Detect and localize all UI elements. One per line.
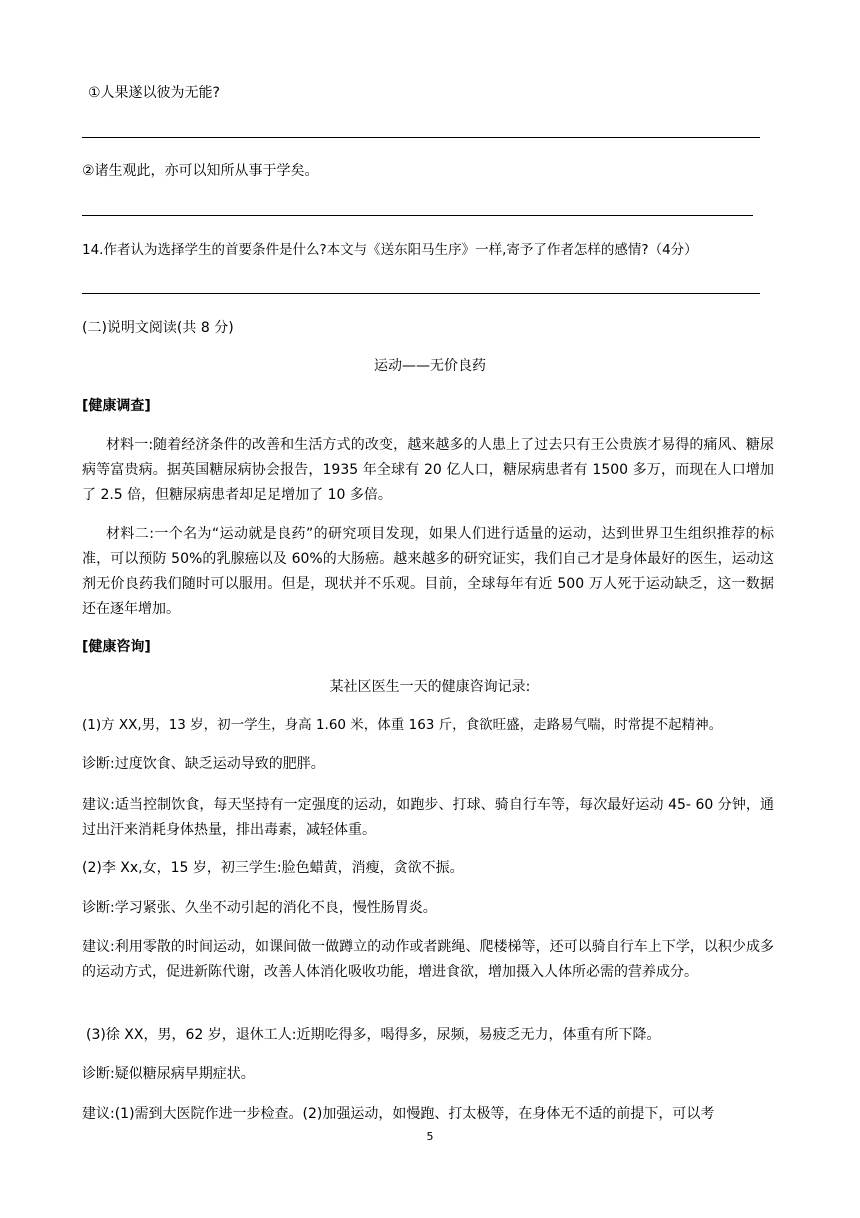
consult-heading: [健康咨询] [82, 639, 151, 655]
diagnosis-3: 诊断:疑似糖尿病早期症状。 [82, 1066, 255, 1082]
diagnosis-1: 诊断:过度饮食、缺乏运动导致的肥胖。 [82, 756, 325, 772]
material-2: 材料二:一个名为“运动就是良药”的研究项目发现，如果人们进行适量的运动，达到世界卫生组织推荐的标准，可以预防 50%的乳腺癌以及 60%的大肠癌。越来越多的研究证实，我们自己才是身体最好的医生，运动这剂无价良药我们随时可以服用。但是，现状并不乐观。目前，全球每年有近 500 万人死于运动缺乏，这一数据还在逐年增加。 [82, 526, 774, 617]
answer-line-2 [82, 215, 753, 216]
article-title: 运动——无价良药 [374, 358, 486, 374]
advice-3: 建议:(1)需到大医院作进一步检查。(2)加强运动，如慢跑、打太极等，在身体无不适的前提下，可以考 [82, 1106, 715, 1122]
survey-heading: [健康调查] [82, 398, 151, 414]
case-2: (2)李 Xx,女，15 岁，初三学生:脸色蜡黄，消瘦，贪欲不振。 [82, 860, 464, 876]
case-1: (1)方 XX,男，13 岁，初一学生，身高 1.60 米，体重 163 斤，食欲旺盛，走路易气喘，时常提不起精神。 [82, 717, 723, 733]
record-title: 某社区医生一天的健康咨询记录: [329, 679, 531, 695]
advice-1: 建议:适当控制饮食，每天坚持有一定强度的运动，如跑步、打球、骑自行车等，每次最好运动 45- 60 分钟，通过出汗来消耗身体热量，排出毒素，减轻体重。 [82, 797, 774, 838]
question-14: 14.作者认为选择学生的首要条件是什么?本文与《送东阳马生序》一样,寄予了作者怎样的感情?（4分） [82, 242, 698, 258]
q13-item-1: ①人果遂以彼为无能? [88, 85, 220, 101]
answer-line-1 [82, 137, 760, 138]
page-number: 5 [426, 1130, 434, 1143]
advice-2: 建议:利用零散的时间运动，如课间做一做蹲立的动作或者跳绳、爬楼梯等，还可以骑自行车上下学，以积少成多的运动方式，促进新陈代谢，改善人体消化吸收功能，增进食欲，增加摄入人体所必需的营养成分。 [82, 939, 774, 980]
case-3: (3)徐 XX，男，62 岁，退休工人:近期吃得多，喝得多，尿频，易疲乏无力，体重有所下降。 [86, 1027, 661, 1043]
section-heading: (二)说明文阅读(共 8 分) [82, 320, 234, 336]
answer-line-3 [82, 293, 760, 294]
q13-item-2: ②诸生观此，亦可以知所从事于学矣。 [82, 163, 319, 179]
diagnosis-2: 诊断:学习紧张、久坐不动引起的消化不良，慢性肠胃炎。 [82, 900, 437, 916]
material-1: 材料一:随着经济条件的改善和生活方式的改变，越来越多的人患上了过去只有王公贵族才易得的痛风、糖尿病等富贵病。据英国糖尿病协会报告，1935 年全球有 20 亿人口，糖尿病患者有 1500 多万，而现在人口增加了 2.5 倍，但糖尿病患者却足足增加了 10 多倍。 [82, 437, 774, 503]
